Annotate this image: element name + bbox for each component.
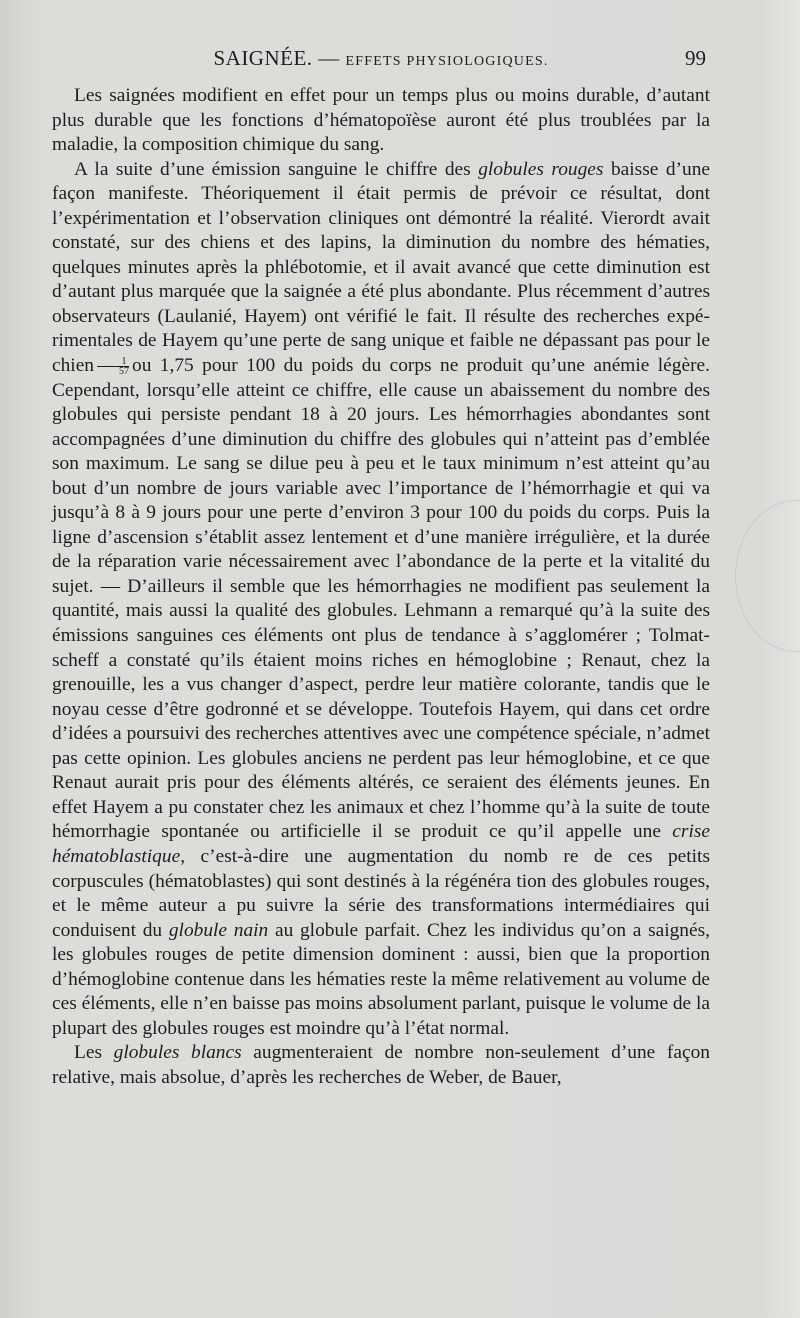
paragraph-2-text-a: A la suite d’une émission sanguine le chiffre des [74, 158, 479, 180]
paragraph-3-text-a: Les [74, 1042, 114, 1064]
running-title-dash: — [318, 46, 340, 70]
paragraph-2-text-b: baisse d’une façon manifeste. Théoriquement il était permis de prévoir ce résultat, dont l’expérimentation et l’observation cliniques ont démontré la réalité. Vierordt avait constaté, sur des chiens et des lapins, la diminution du nombre des hématies, quelques minutes après la phlébotomie, et il avait avancé que cette diminution est d’autant plus marquée que la saignée a été plus abondante. Plus récemment d’autres observateurs (Laulanié, Hayem) ont vérifié le fait. Il résulte des recherches expérimentales de Hayem qu’une perte de sang unique et faible ne dépassant pas pour le chien [52, 158, 710, 377]
running-title-main: SAIGNÉE. [213, 46, 313, 70]
body-text [52, 84, 710, 1090]
running-title [52, 46, 710, 71]
paragraph-1: Les saignées modifient en effet pour un temps plus ou moins durable, d’autant plus durable que les fonctions d’hématopoïèse auront été plus troublées par la maladie, la composition chimique du sang. [52, 85, 710, 156]
paragraph-2-text-e: au globule parfait. Chez les individus qu’on a saignés, les globules rouges de petite dimension dominent : aussi, bien que la proportion d’hémoglobine contenue dans les hématies reste la même relativement au volume de ces éléments, elle n’en baisse pas moins absolument parlant, puisque le volume de la plupart des globules rouges est moindre qu’à l’état normal. [52, 919, 711, 1039]
emphasis-crise-hematoblastique: crise hématoblastique [52, 821, 710, 867]
page-header [52, 46, 710, 78]
fraction [97, 357, 129, 376]
paragraph-3-text-b: augmenteraient de nombre non-seulement d’une façon relative, mais absolue, d’après les recherches de Weber, de Bauer, [52, 1042, 710, 1088]
emphasis-globule-nain: globule nain [168, 919, 269, 941]
page-number: 99 [685, 46, 706, 70]
emphasis-globules-blancs: globules blancs [113, 1042, 242, 1064]
paragraph-2-text-d: , c’est-à-dire une augmentation du nomb re de ces petits corpuscules (hématoblastes) qui sont destinés à la régénéra tion des globules rouges, et le même auteur a pu suivre la série des transformations intermédiaires qui conduisent du [52, 845, 710, 941]
paragraph-2-text-c: ou 1,75 pour 100 du poids du corps ne produit qu’une anémie légère. Cependant, lorsqu’elle atteint ce chiffre, elle cause un abaissement du nombre des globules qui persiste pendant 18 à 20 jours. Les hémorrhagies abondantes sont accompagnées d’une diminution du chiffre des globules qui n’atteint pas d’emblée son maximum. Le sang se dilue peu à peu et le taux minimum n’est atteint qu’au bout d’un nombre de jours variable avec l’importance de l’hémorrhagie et qui va jusqu’à 8 à 9 jours pour une perte d’environ 3 pour 100 du poids du corps. Puis la ligne d’ascension s’établit assez lentement et d’une manière irrégulière, et la durée de la réparation varie nécessairement avec l’abondance de la perte et la vitalité du sujet. — D’ailleurs il semble que les hémorrhagies ne modifient pas seulement la quantité, mais aussi la qualité des globules. Lehmann a remarqué qu’à la suite des émissions sanguines ces éléments ont plus de tendance à s’agglomérer ; Tolmatscheff a constaté qu’ils étaient moins riches en hémoglobine ; Renaut, chez la grenouille, les a vus changer d’aspect, perdre leur matière colorante, tandis que le noyau cesse d’être godronné et se développe. Toutefois Hayem, qui dans cet ordre d’idées a poursuivi des recherches attentives avec une compétence spéciale, n’admet pas cette opinion. Les globules anciens ne perdent pas leur hémoglobine, et ce que Renaut aurait pris pour des éléments altérés, ce seraient des éléments jeunes. En effet Hayem a pu constater chez les animaux et chez l’homme qu’à la suite de toute hémorrhagie spontanée ou artificielle il se produit ce qu’il appelle une [52, 355, 710, 843]
fraction-denominator: 57 [119, 366, 129, 378]
paragraph-3 [52, 1041, 710, 1090]
library-stamp-faint [735, 500, 800, 652]
running-title-sub: EFFETS PHYSIOLOGIQUES. [345, 54, 549, 69]
paragraph-2 [52, 158, 710, 1042]
fraction-numerator: 1 [97, 357, 129, 367]
emphasis-globules-rouges: globules rouges [478, 158, 604, 180]
